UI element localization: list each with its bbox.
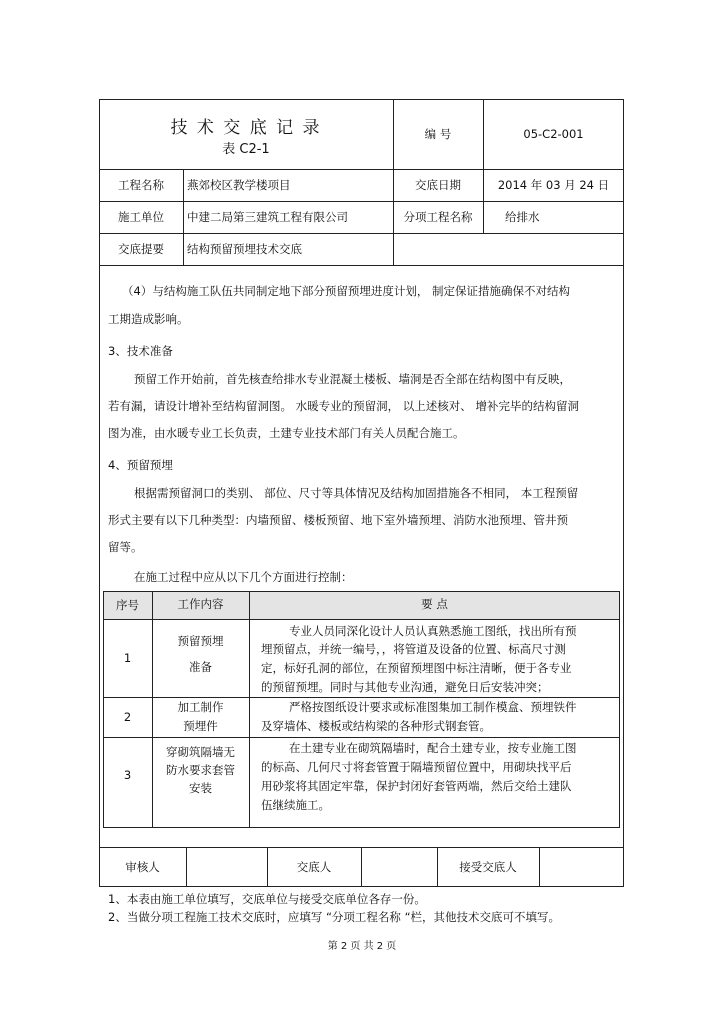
table-row-3-work-line1: 穿砌筑隔墙无 [166, 745, 235, 759]
table-row-3-no: 3 [123, 768, 132, 782]
table-row-3-point-3: 用砂浆将其固定牢靠，保护封闭好套管两端，然后交给土建队 [261, 779, 572, 793]
table-header-points: 要 点 [421, 597, 448, 611]
page-number: 第 2 页 共 2 页 [327, 941, 397, 952]
section-4-line2: 形式主要有以下几种类型：内墙预留、楼板预留、地下室外墙预埋、消防水池预埋、管井预 [108, 513, 568, 527]
table-row-1-work-line1: 预留预埋 [177, 634, 224, 648]
table-row-1-point-2: 埋预留点，并统一编号，，将管道及设备的位置、标高尺寸测 [261, 642, 566, 656]
subproject-label: 分项工程名称 [403, 210, 473, 224]
form-code: 表 C2-1 [222, 141, 270, 157]
table-row-2-point-1: 严格按图纸设计要求或标准图集加工制作模盒、预埋铁件 [289, 700, 577, 714]
table-row-3-point-2: 的标高、几何尺寸将套管置于隔墙预留位置中，用砌块找平后 [261, 760, 572, 774]
project-label: 工程名称 [118, 178, 164, 192]
para-4-line1: （4）与结构施工队伍共同制定地下部分预留预埋进度计划， 制定保证措施确保不对结构 [122, 284, 570, 298]
table-row-1-point-3: 定，标好孔洞的部位，在预留预埋图中标注清晰，便于各专业 [261, 661, 572, 675]
table-row-3-work-line2: 防水要求套管 [166, 763, 235, 777]
table-row-1-point-1: 专业人员同深化设计人员认真熟悉施工图纸，找出所有预 [289, 624, 577, 638]
section-3-title: 3、技术准备 [108, 344, 173, 358]
discloser-signature [361, 847, 437, 887]
table-header-work: 工作内容 [177, 597, 224, 611]
section-3-line2: 若有漏，请设计增补至结构留洞图。 水暖专业的预留洞， 以上述核对、 增补完毕的结构留洞 [108, 399, 579, 413]
section-4-title: 4、预留预埋 [108, 458, 173, 472]
form-title: 技 术 交 底 记 录 [170, 117, 322, 138]
table-col-line [249, 591, 250, 828]
table-row-3-point-4: 伍继续施工。 [261, 798, 330, 812]
section-3-line1: 预留工作开始前，首先核查给排水专业混凝土楼板、墙洞是否全部在结构图中有反映， [134, 372, 571, 386]
number-label: 编 号 [424, 127, 452, 141]
table-row-2-work-line2: 预埋件 [183, 719, 218, 733]
section-4-line1: 根据需预留洞口的类别、 部位、尺寸等具体情况及结构加固措施各不相同， 本工程预留 [134, 486, 579, 500]
row-line [99, 265, 624, 266]
section-3-line3: 图为准，由水暖专业工长负责，土建专业技术部门有关人员配合施工。 [108, 426, 465, 440]
number-value: 05-C2-001 [523, 127, 584, 141]
para-4-line2: 工期造成影响。 [108, 312, 189, 326]
note-1: 1、本表由施工单位填写，交底单位与接受交底单位各存一份。 [108, 892, 426, 906]
date-value: 2014 年 03 月 24 日 [497, 178, 610, 192]
table-row-2-point-2: 及穿墙体、楼板或结构梁的各种形式钢套管。 [261, 719, 491, 733]
summary-label: 交底提要 [118, 242, 164, 256]
project-value: 燕郊校区教学楼项目 [187, 178, 291, 192]
discloser-label: 交底人 [296, 860, 332, 874]
subproject-value: 给排水 [505, 210, 540, 224]
note-2: 2、当做分项工程施工技术交底时，应填写 “分项工程名称 “栏，其他技术交底可不填写。 [108, 910, 561, 924]
label-divider [183, 169, 184, 265]
table-row-1-point-4: 的预留预埋。同时与其他专业沟通，避免日后安装冲突； [261, 680, 549, 694]
receiver-label: 接受交底人 [459, 860, 517, 874]
table-row-3-point-1: 在土建专业在砌筑隔墙时，配合土建专业，按专业施工图 [289, 741, 577, 755]
control-intro: 在施工过程中应从以下几个方面进行控制： [134, 570, 353, 584]
unit-value: 中建二局第三建筑工程有限公司 [187, 210, 348, 224]
date-label: 交底日期 [415, 178, 461, 192]
receiver-signature [539, 847, 624, 887]
unit-label: 施工单位 [118, 210, 164, 224]
table-row-1-work-line2: 准备 [189, 660, 212, 674]
table-header-no: 序号 [116, 598, 139, 612]
table-row-2-no: 2 [123, 710, 132, 724]
table-row-3-work-line3: 安装 [189, 781, 212, 795]
section-4-line3: 留等。 [108, 540, 143, 554]
table-row-2-work-line1: 加工制作 [177, 700, 224, 714]
summary-value: 结构预留预埋技术交底 [187, 242, 302, 256]
reviewer-signature [186, 847, 267, 887]
reviewer-label: 审核人 [125, 860, 160, 874]
table-row-1-no: 1 [123, 651, 132, 665]
